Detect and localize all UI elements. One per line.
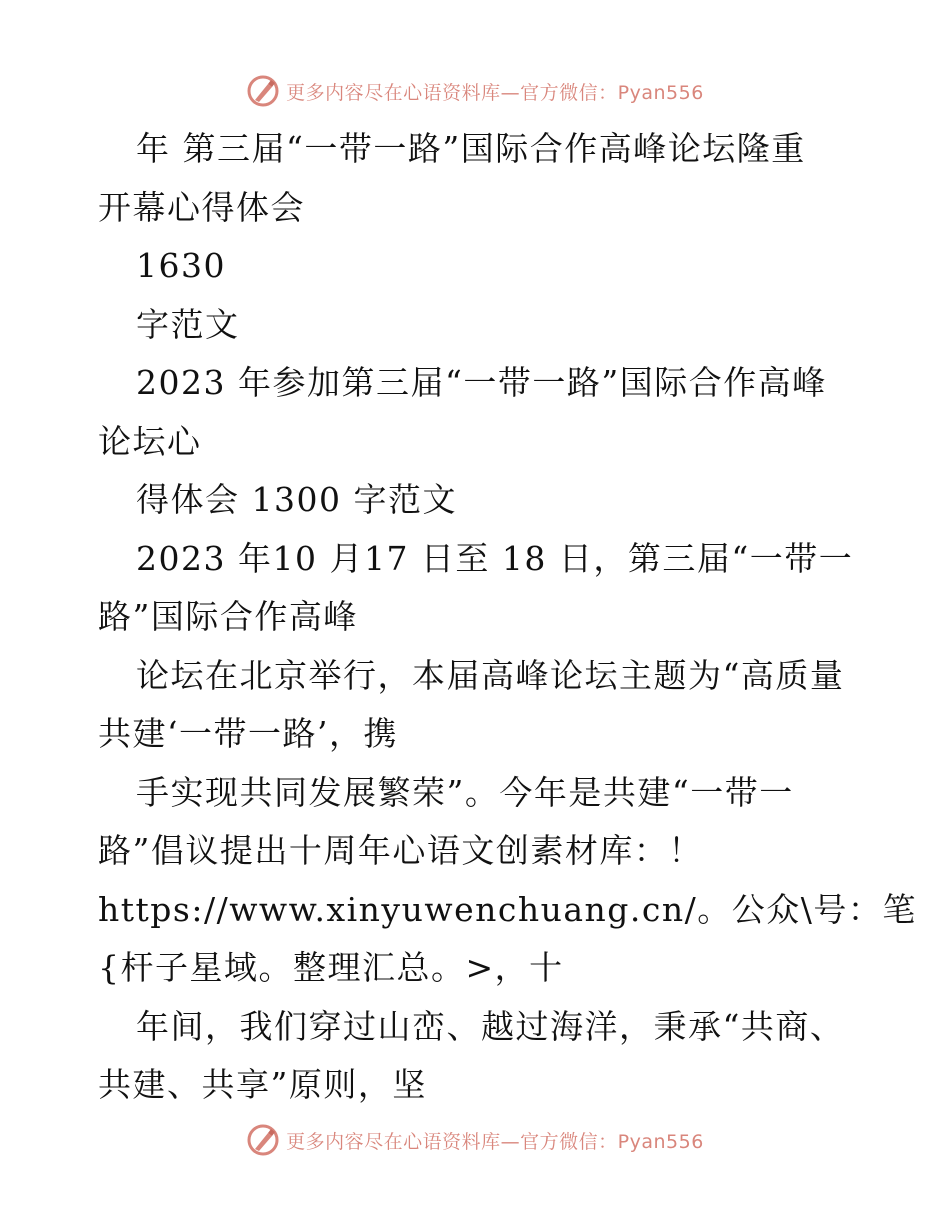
header-watermark: [0, 71, 950, 111]
document-body: [98, 120, 917, 1115]
text-line: 年间，我们穿过山峦、越过海洋，秉承“共商、: [136, 1006, 845, 1046]
text-line: 字范文: [136, 304, 240, 344]
text-line: 1630: [136, 246, 226, 285]
text-line: 路”倡议提出十周年心语文创素材库：！: [98, 831, 703, 870]
text-line: 得体会 1300 字范文: [136, 480, 457, 519]
text-line: 共建、共享”原则，坚: [98, 1065, 427, 1104]
text-line: 论坛在北京举行，本届高峰论坛主题为“高质量: [136, 655, 845, 695]
text-line: 开幕心得体会: [98, 187, 305, 227]
watermark-text: 更多内容尽在心语资料库—官方微信：Pyan556: [286, 1130, 704, 1153]
footer-watermark: [0, 1120, 950, 1160]
text-line: 年 第三届“一带一路”国际合作高峰论坛隆重: [136, 129, 806, 168]
text-line: 2023 年参加第三届“一带一路”国际合作高峰: [136, 363, 827, 402]
text-line: 论坛心: [98, 421, 202, 461]
text-line: 2023 年10 月17 日至 18 日，第三届“一带一: [136, 538, 854, 578]
text-line: https://www.xinyuwenchuang.cn/。公众\号：笔: [98, 889, 917, 929]
pen-seal-icon: [246, 74, 280, 108]
text-line: {杆子星域。整理汇总。>，十: [98, 948, 564, 987]
watermark-text: 更多内容尽在心语资料库—官方微信：Pyan556: [286, 81, 704, 104]
text-line: 手实现共同发展繁荣”。今年是共建“一带一: [136, 772, 794, 812]
text-line: 路”国际合作高峰: [98, 597, 358, 636]
pen-seal-icon: [246, 1123, 280, 1157]
text-line: 共建‘一带一路’，携: [98, 714, 398, 753]
